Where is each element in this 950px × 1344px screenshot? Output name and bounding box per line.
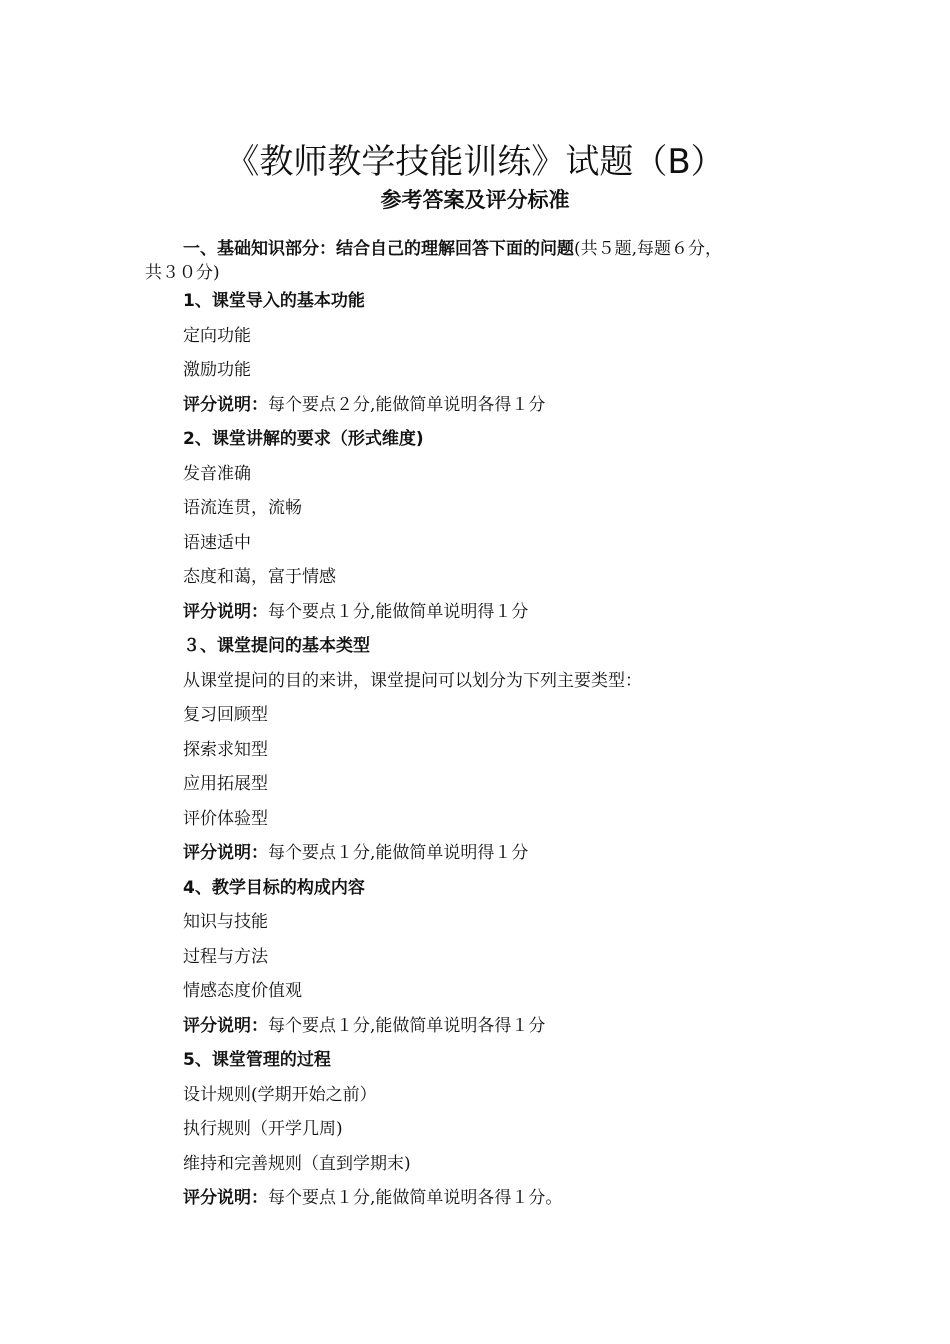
answer-point: 过程与方法 — [183, 946, 268, 967]
document-title: 《教师教学技能训练》试题（B） — [225, 142, 725, 182]
answer-point: 维持和完善规则（直到学期末) — [183, 1153, 411, 1174]
answer-point: 知识与技能 — [183, 912, 268, 932]
answer-point: 情感态度价值观 — [183, 981, 302, 1001]
answer-point: 复习回顾型 — [183, 705, 268, 725]
scoring-note — [183, 1009, 823, 1044]
scoring-note-text: 每个要点１分,能做简单说明各得１分。 — [268, 1188, 563, 1208]
question-heading: 1、课堂导入的基本功能 — [183, 291, 365, 311]
answer-point: 探索求知型 — [183, 739, 268, 760]
answer-point: 发音准确 — [183, 463, 251, 484]
scoring-note — [183, 388, 823, 423]
section-intro — [145, 237, 805, 285]
answer-point: 应用拓展型 — [183, 774, 268, 794]
answer-point: 从课堂提问的目的来讲，课堂提问可以划分为下列主要类型： — [183, 670, 642, 691]
answer-list — [183, 284, 823, 1216]
scoring-note-text: 每个要点１分,能做简单说明得１分 — [268, 843, 529, 863]
question-heading: 2、课堂讲解的要求（形式维度) — [183, 429, 424, 449]
scoring-note-label: 评分说明： — [183, 1015, 268, 1036]
scoring-note-label: 评分说明： — [183, 843, 268, 863]
scoring-note-label: 评分说明： — [183, 601, 268, 622]
answer-point: 设计规则(学期开始之前） — [183, 1084, 377, 1105]
answer-point: 语速适中 — [183, 532, 251, 553]
scoring-note — [183, 1181, 823, 1216]
intro-heading: 一、基础知识部分：结合自己的理解回答下面的问题 — [183, 239, 574, 259]
answer-point: 定向功能 — [183, 325, 251, 346]
answer-point: 语流连贯，流畅 — [183, 498, 302, 518]
intro-points-line2: 共３０分) — [145, 263, 220, 283]
scoring-note-text: 每个要点２分,能做简单说明各得１分 — [268, 394, 546, 415]
answer-point: 评价体验型 — [183, 808, 268, 829]
question-heading: ３、课堂提问的基本类型 — [183, 636, 370, 656]
scoring-note-text: 每个要点１分,能做简单说明得１分 — [268, 601, 529, 622]
answer-point: 态度和蔼，富于情感 — [183, 567, 336, 587]
answer-point: 执行规则（开学几周) — [183, 1119, 343, 1139]
scoring-note — [183, 595, 823, 630]
question-heading: 5、课堂管理的过程 — [183, 1050, 331, 1070]
scoring-note-label: 评分说明： — [183, 394, 268, 415]
answer-point: 激励功能 — [183, 360, 251, 380]
scoring-note-text: 每个要点１分,能做简单说明各得１分 — [268, 1015, 546, 1036]
intro-points-line1: (共５题,每题６分， — [574, 239, 723, 259]
scoring-note — [183, 836, 823, 871]
scoring-note-label: 评分说明： — [183, 1188, 268, 1208]
question-heading: 4、教学目标的构成内容 — [183, 877, 365, 898]
document-subtitle: 参考答案及评分标准 — [380, 188, 570, 212]
